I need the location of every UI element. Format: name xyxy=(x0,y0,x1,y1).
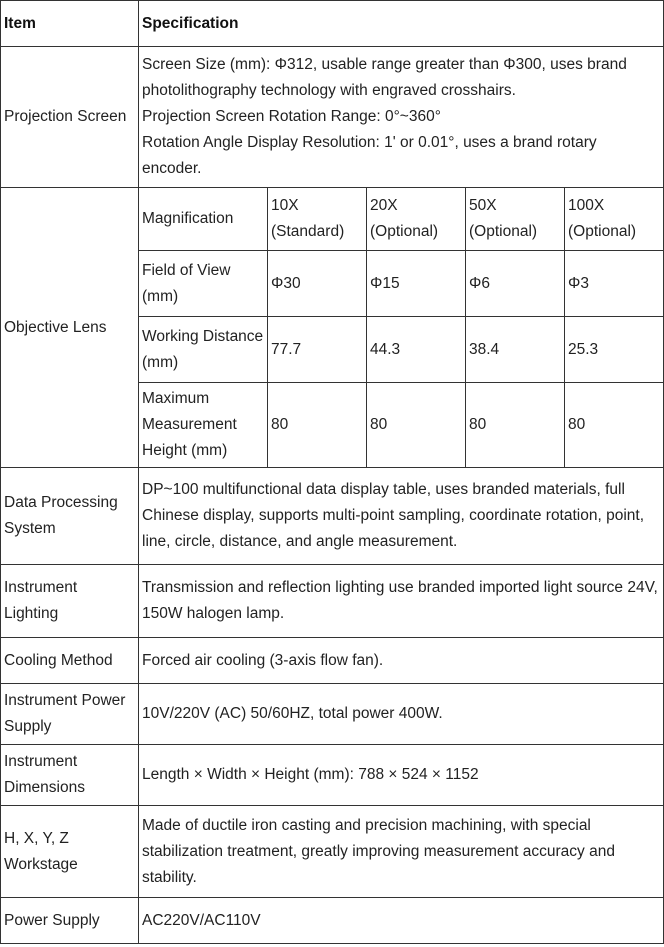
table-row xyxy=(1,898,664,944)
instrument-lighting-spec: Transmission and reflection lighting use branded imported light source 24V, 150W halogen lamp. xyxy=(139,565,664,638)
row-item-data-processing-system: Data Processing System xyxy=(1,468,139,565)
working-distance-value: 77.7 xyxy=(268,317,367,383)
header-item: Item xyxy=(1,1,139,47)
sub-label-field-of-view: Field of View (mm) xyxy=(139,251,268,317)
sub-label-magnification: Magnification xyxy=(139,188,268,251)
row-item-objective-lens: Objective Lens xyxy=(1,188,139,468)
data-processing-spec: DP~100 multifunctional data display table, uses branded materials, full Chinese display, supports multi-point sampling, coordinate rotation, point, line, circle, distance, and angle measurement. xyxy=(139,468,664,565)
row-item-projection-screen: Projection Screen xyxy=(1,47,139,188)
sub-label-max-measurement-height: Maximum Measurement Height (mm) xyxy=(139,383,268,468)
table-row xyxy=(1,806,664,898)
header-specification: Specification xyxy=(139,1,664,47)
table-row xyxy=(1,684,664,745)
instrument-power-supply-spec: 10V/220V (AC) 50/60HZ, total power 400W. xyxy=(139,684,664,745)
magnification-value: 20X (Optional) xyxy=(367,188,466,251)
max-height-value: 80 xyxy=(268,383,367,468)
row-item-cooling-method: Cooling Method xyxy=(1,638,139,684)
max-height-value: 80 xyxy=(367,383,466,468)
row-item-instrument-power-supply: Instrument Power Supply xyxy=(1,684,139,745)
row-item-workstage: H, X, Y, Z Workstage xyxy=(1,806,139,898)
instrument-dimensions-spec: Length × Width × Height (mm): 788 × 524 × 1152 xyxy=(139,745,664,806)
sub-label-working-distance: Working Distance (mm) xyxy=(139,317,268,383)
spec-line: Screen Size (mm): Φ312, usable range greater than Φ300, uses brand photolithography technology with engraved crosshairs. xyxy=(142,56,627,99)
table-row xyxy=(1,565,664,638)
working-distance-value: 44.3 xyxy=(367,317,466,383)
table-row xyxy=(1,47,664,188)
table-row xyxy=(1,188,664,251)
row-item-instrument-dimensions: Instrument Dimensions xyxy=(1,745,139,806)
magnification-value: 10X (Standard) xyxy=(268,188,367,251)
spec-line: Projection Screen Rotation Range: 0°~360° xyxy=(142,108,441,125)
working-distance-value: 38.4 xyxy=(466,317,565,383)
field-of-view-value: Φ6 xyxy=(466,251,565,317)
row-item-power-supply: Power Supply xyxy=(1,898,139,944)
spec-line: Rotation Angle Display Resolution: 1' or 0.01°, uses a brand rotary encoder. xyxy=(142,134,597,177)
magnification-value: 50X (Optional) xyxy=(466,188,565,251)
field-of-view-value: Φ30 xyxy=(268,251,367,317)
workstage-spec: Made of ductile iron casting and precision machining, with special stabilization treatment, greatly improving measurement accuracy and stability. xyxy=(139,806,664,898)
field-of-view-value: Φ3 xyxy=(565,251,664,317)
table-row xyxy=(1,468,664,565)
table-row xyxy=(1,745,664,806)
magnification-value: 100X (Optional) xyxy=(565,188,664,251)
table-header-row xyxy=(1,1,664,47)
power-supply-spec: AC220V/AC110V xyxy=(139,898,664,944)
projection-screen-spec xyxy=(139,47,664,188)
max-height-value: 80 xyxy=(466,383,565,468)
field-of-view-value: Φ15 xyxy=(367,251,466,317)
cooling-method-spec: Forced air cooling (3-axis flow fan). xyxy=(139,638,664,684)
working-distance-value: 25.3 xyxy=(565,317,664,383)
max-height-value: 80 xyxy=(565,383,664,468)
row-item-instrument-lighting: Instrument Lighting xyxy=(1,565,139,638)
table-row xyxy=(1,638,664,684)
